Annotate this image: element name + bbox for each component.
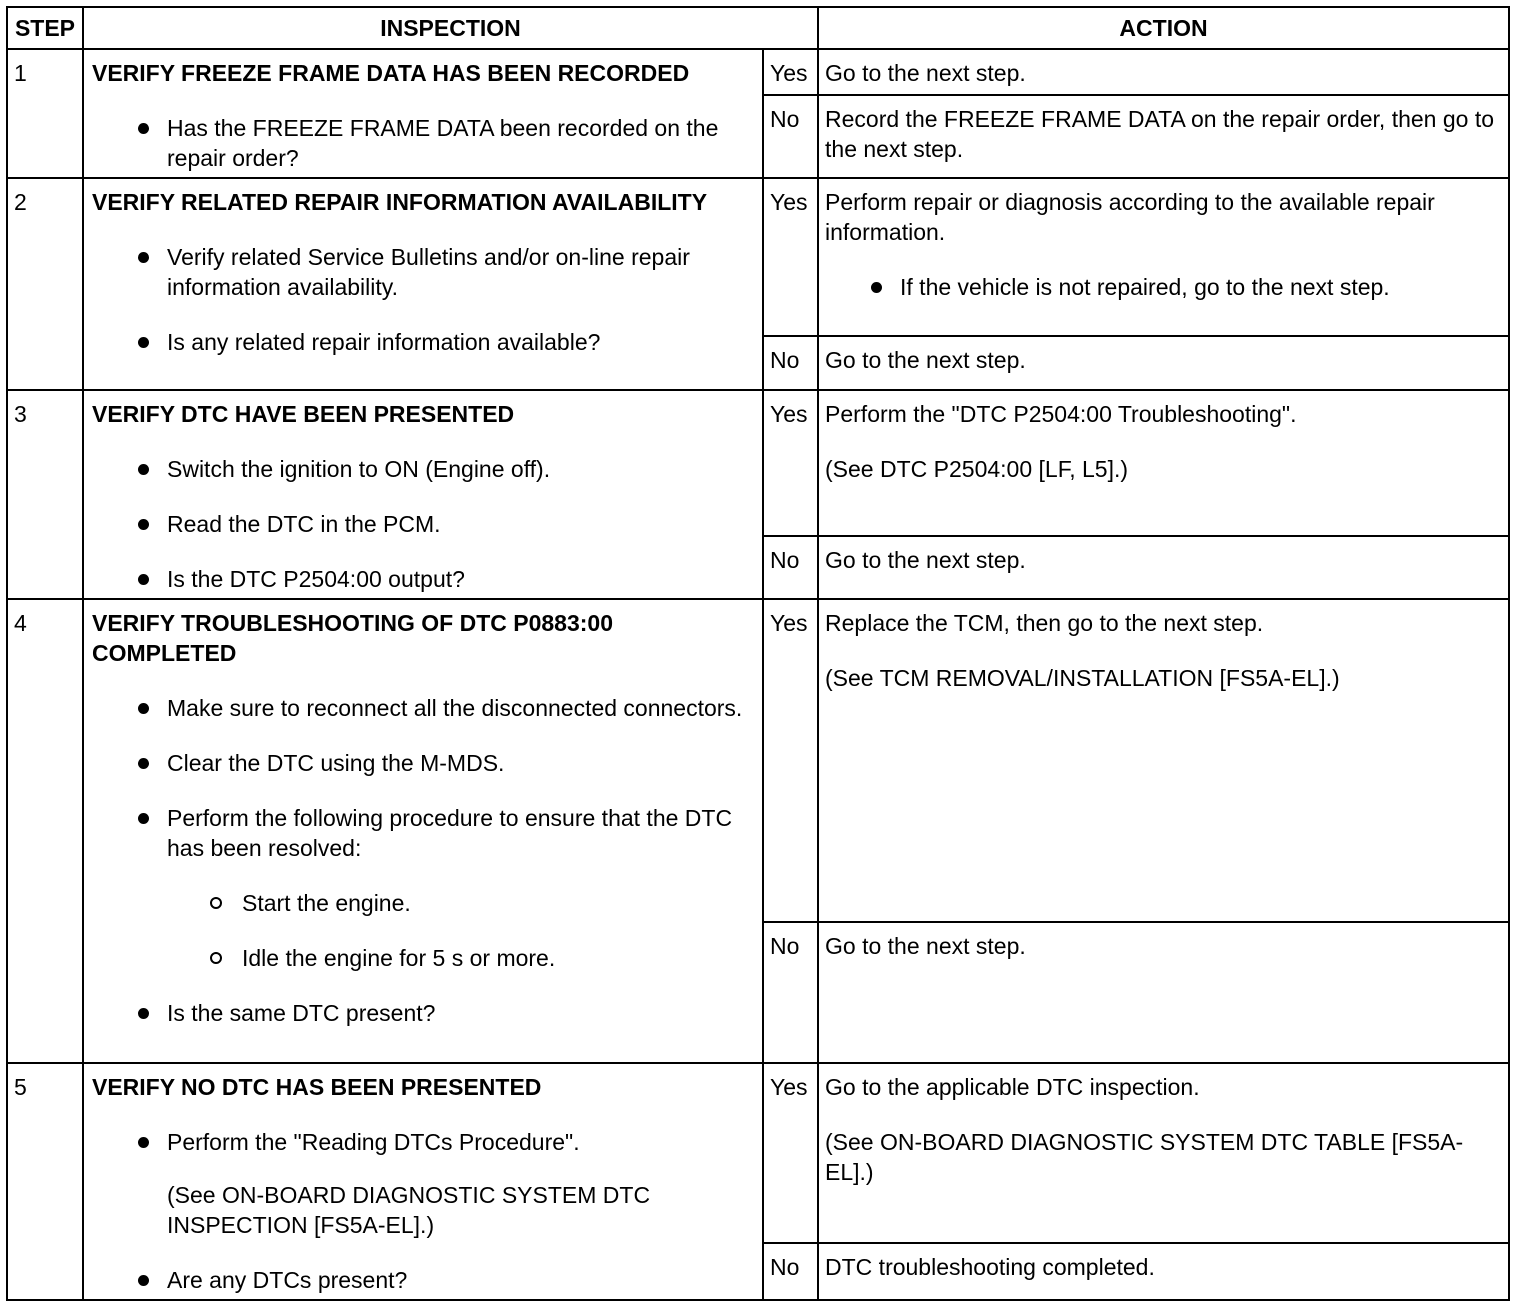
yes-action (818, 390, 1509, 536)
yes-action-text: Perform the "DTC P2504:00 Troubleshooting". (825, 401, 1297, 427)
step-title: VERIFY RELATED REPAIR INFORMATION AVAILABILITY (92, 189, 708, 215)
inspection-bullet: Switch the ignition to ON (Engine off). (92, 454, 754, 484)
yes-label: Yes (763, 49, 818, 95)
header-inspection: INSPECTION (83, 7, 818, 49)
step-title: VERIFY FREEZE FRAME DATA HAS BEEN RECORDED (92, 60, 690, 86)
inspection-bullet: Make sure to reconnect all the disconnected connectors. (92, 693, 754, 723)
yes-label: Yes (763, 178, 818, 336)
yes-label: Yes (763, 390, 818, 536)
no-action (818, 95, 1509, 178)
step-number: 4 (7, 599, 83, 1063)
action-bullet: If the vehicle is not repaired, go to the next step. (825, 272, 1500, 302)
yes-label: Yes (763, 1063, 818, 1243)
yes-action (818, 49, 1509, 95)
yes-action-reference: (See TCM REMOVAL/INSTALLATION [FS5A-EL].) (825, 665, 1340, 691)
header-step: STEP (7, 7, 83, 49)
step-title: VERIFY TROUBLESHOOTING OF DTC P0883:00 COMPLETED (92, 610, 614, 666)
inspection-bullet: Is any related repair information available? (92, 327, 754, 357)
step-1-inspection (83, 49, 763, 178)
yes-action-reference: (See ON-BOARD DIAGNOSTIC SYSTEM DTC TABLE [FS5A-EL].) (825, 1129, 1464, 1185)
step-3-inspection (83, 390, 763, 599)
step-5-inspection (83, 1063, 763, 1300)
inspection-bullet: Is the DTC P2504:00 output? (92, 564, 754, 594)
yes-action (818, 1063, 1509, 1243)
step-number: 2 (7, 178, 83, 390)
no-action (818, 922, 1509, 1063)
inspection-reference: (See ON-BOARD DIAGNOSTIC SYSTEM DTC INSPECTION [FS5A-EL].) (167, 1182, 651, 1238)
no-action (818, 1243, 1509, 1300)
step-2-inspection (83, 178, 763, 390)
step-3-yes-row (7, 390, 1509, 536)
inspection-bullet: Perform the following procedure to ensure that the DTC has been resolved: (92, 803, 754, 863)
no-label: No (763, 336, 818, 390)
no-action-text: DTC troubleshooting completed. (825, 1254, 1155, 1281)
inspection-bullet: Read the DTC in the PCM. (92, 509, 754, 539)
no-label: No (763, 95, 818, 178)
inspection-bullet: Clear the DTC using the M-MDS. (92, 748, 754, 778)
step-4-yes-row (7, 599, 1509, 922)
yes-label: Yes (763, 599, 818, 922)
step-5-yes-row (7, 1063, 1509, 1243)
no-action-text: Record the FREEZE FRAME DATA on the repair order, then go to the next step. (825, 106, 1495, 163)
yes-action-text: Go to the applicable DTC inspection. (825, 1074, 1200, 1100)
no-label: No (763, 1243, 818, 1300)
inspection-sub-bullet: Start the engine. (92, 888, 754, 918)
inspection-sub-bullet: Idle the engine for 5 s or more. (92, 943, 754, 973)
inspection-bullet: Is the same DTC present? (92, 998, 754, 1028)
yes-action-text: Go to the next step. (825, 60, 1026, 86)
yes-action (818, 178, 1509, 336)
diagnostic-procedure-table-wrapper (6, 6, 1508, 1301)
inspection-bullet: Has the FREEZE FRAME DATA been recorded on the repair order? (92, 113, 754, 173)
no-label: No (763, 536, 818, 599)
step-4-inspection (83, 599, 763, 1063)
step-number: 1 (7, 49, 83, 178)
diagnostic-procedure-table (6, 6, 1510, 1301)
no-action-text: Go to the next step. (825, 347, 1026, 373)
header-action: ACTION (818, 7, 1509, 49)
no-action-text: Go to the next step. (825, 547, 1026, 574)
step-2-yes-row (7, 178, 1509, 336)
step-title: VERIFY DTC HAVE BEEN PRESENTED (92, 401, 515, 427)
step-number: 3 (7, 390, 83, 599)
no-action (818, 536, 1509, 599)
inspection-bullet: Perform the "Reading DTCs Procedure". (92, 1127, 754, 1157)
inspection-bullet: Are any DTCs present? (92, 1265, 754, 1295)
yes-action-text: Perform repair or diagnosis according to the available repair information. (825, 189, 1435, 245)
step-title: VERIFY NO DTC HAS BEEN PRESENTED (92, 1074, 542, 1100)
inspection-bullet: Verify related Service Bulletins and/or on-line repair information availability. (92, 242, 754, 302)
header-row (7, 7, 1509, 49)
no-action-text: Go to the next step. (825, 933, 1026, 959)
yes-action (818, 599, 1509, 922)
yes-action-reference: (See DTC P2504:00 [LF, L5].) (825, 456, 1129, 482)
step-1-yes-row (7, 49, 1509, 95)
no-label: No (763, 922, 818, 1063)
step-number: 5 (7, 1063, 83, 1300)
no-action (818, 336, 1509, 390)
yes-action-text: Replace the TCM, then go to the next step. (825, 610, 1264, 636)
